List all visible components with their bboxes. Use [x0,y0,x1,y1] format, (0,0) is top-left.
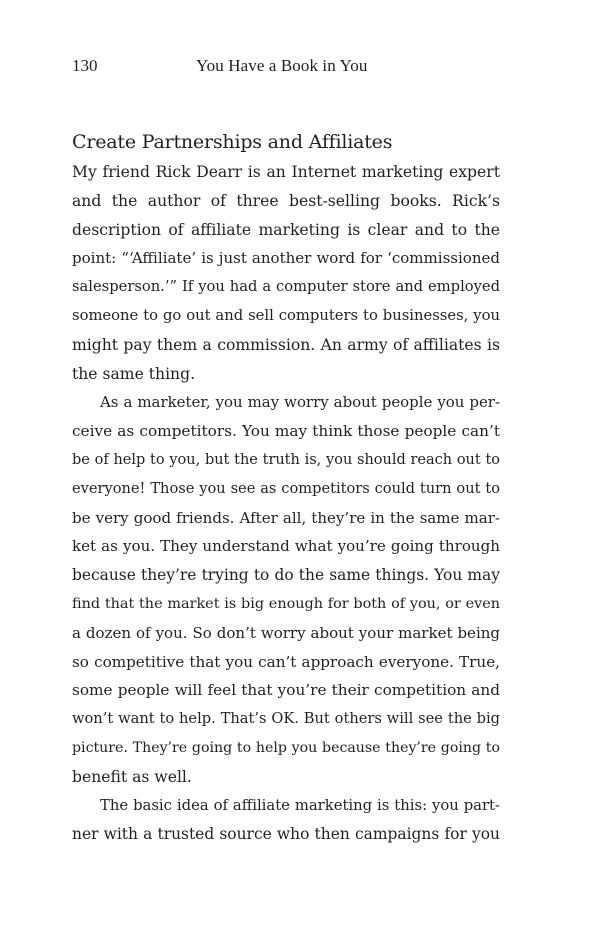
text-line: description of affiliate marketing is clear and to the [72,220,500,239]
text-line: My friend Rick Dearr is an Internet marketing expert [72,163,500,181]
paragraph-3 [72,792,500,850]
text-line: point: “‘Affiliate’ is just another word for ‘commissioned [72,249,500,268]
section-heading: Create Partnerships and Affiliates [72,131,393,153]
text-line: picture. They’re going to help you because they’re going to [72,739,500,756]
text-line: and the author of three best-selling books. Rick’s [72,191,500,210]
text-line: won’t want to help. That’s OK. But others will see the big [72,710,500,728]
text-line: ket as you. They understand what you’re going through [72,537,500,556]
text-line: benefit as well. [72,767,192,786]
text-line: the same thing. [72,364,196,383]
text-line: salesperson.’” If you had a computer store and employed [72,278,500,296]
running-header [72,56,500,80]
text-line: a dozen of you. So don’t worry about your market being [72,623,500,642]
page-number: 130 [72,56,98,75]
text-line: some people will feel that you’re their competition and [72,681,500,700]
text-line: ceive as competitors. You may think those people can’t [72,422,500,441]
text-line: The basic idea of affiliate marketing is this: you part- [100,796,500,814]
body-text [72,158,500,849]
text-line: someone to go out and sell computers to businesses, you [72,306,500,324]
paragraph-2 [72,388,500,791]
text-line: ner with a trusted source who then campaigns for you [72,825,500,844]
text-line: As a marketer, you may worry about people you per- [100,393,500,412]
text-line: be very good friends. After all, they’re in the same mar- [72,508,500,527]
text-line: because they’re trying to do the same things. You may [72,566,500,585]
text-line: so competitive that you can’t approach everyone. True, [72,652,500,671]
text-line: everyone! Those you see as competitors could turn out to [72,479,500,497]
text-line: find that the market is big enough for both of you, or even [72,595,500,612]
book-title: You Have a Book in You [196,56,368,75]
paragraph-1 [72,158,500,388]
text-line: might pay them a commission. An army of affiliates is [72,335,500,354]
text-line: be of help to you, but the truth is, you should reach out to [72,451,500,468]
